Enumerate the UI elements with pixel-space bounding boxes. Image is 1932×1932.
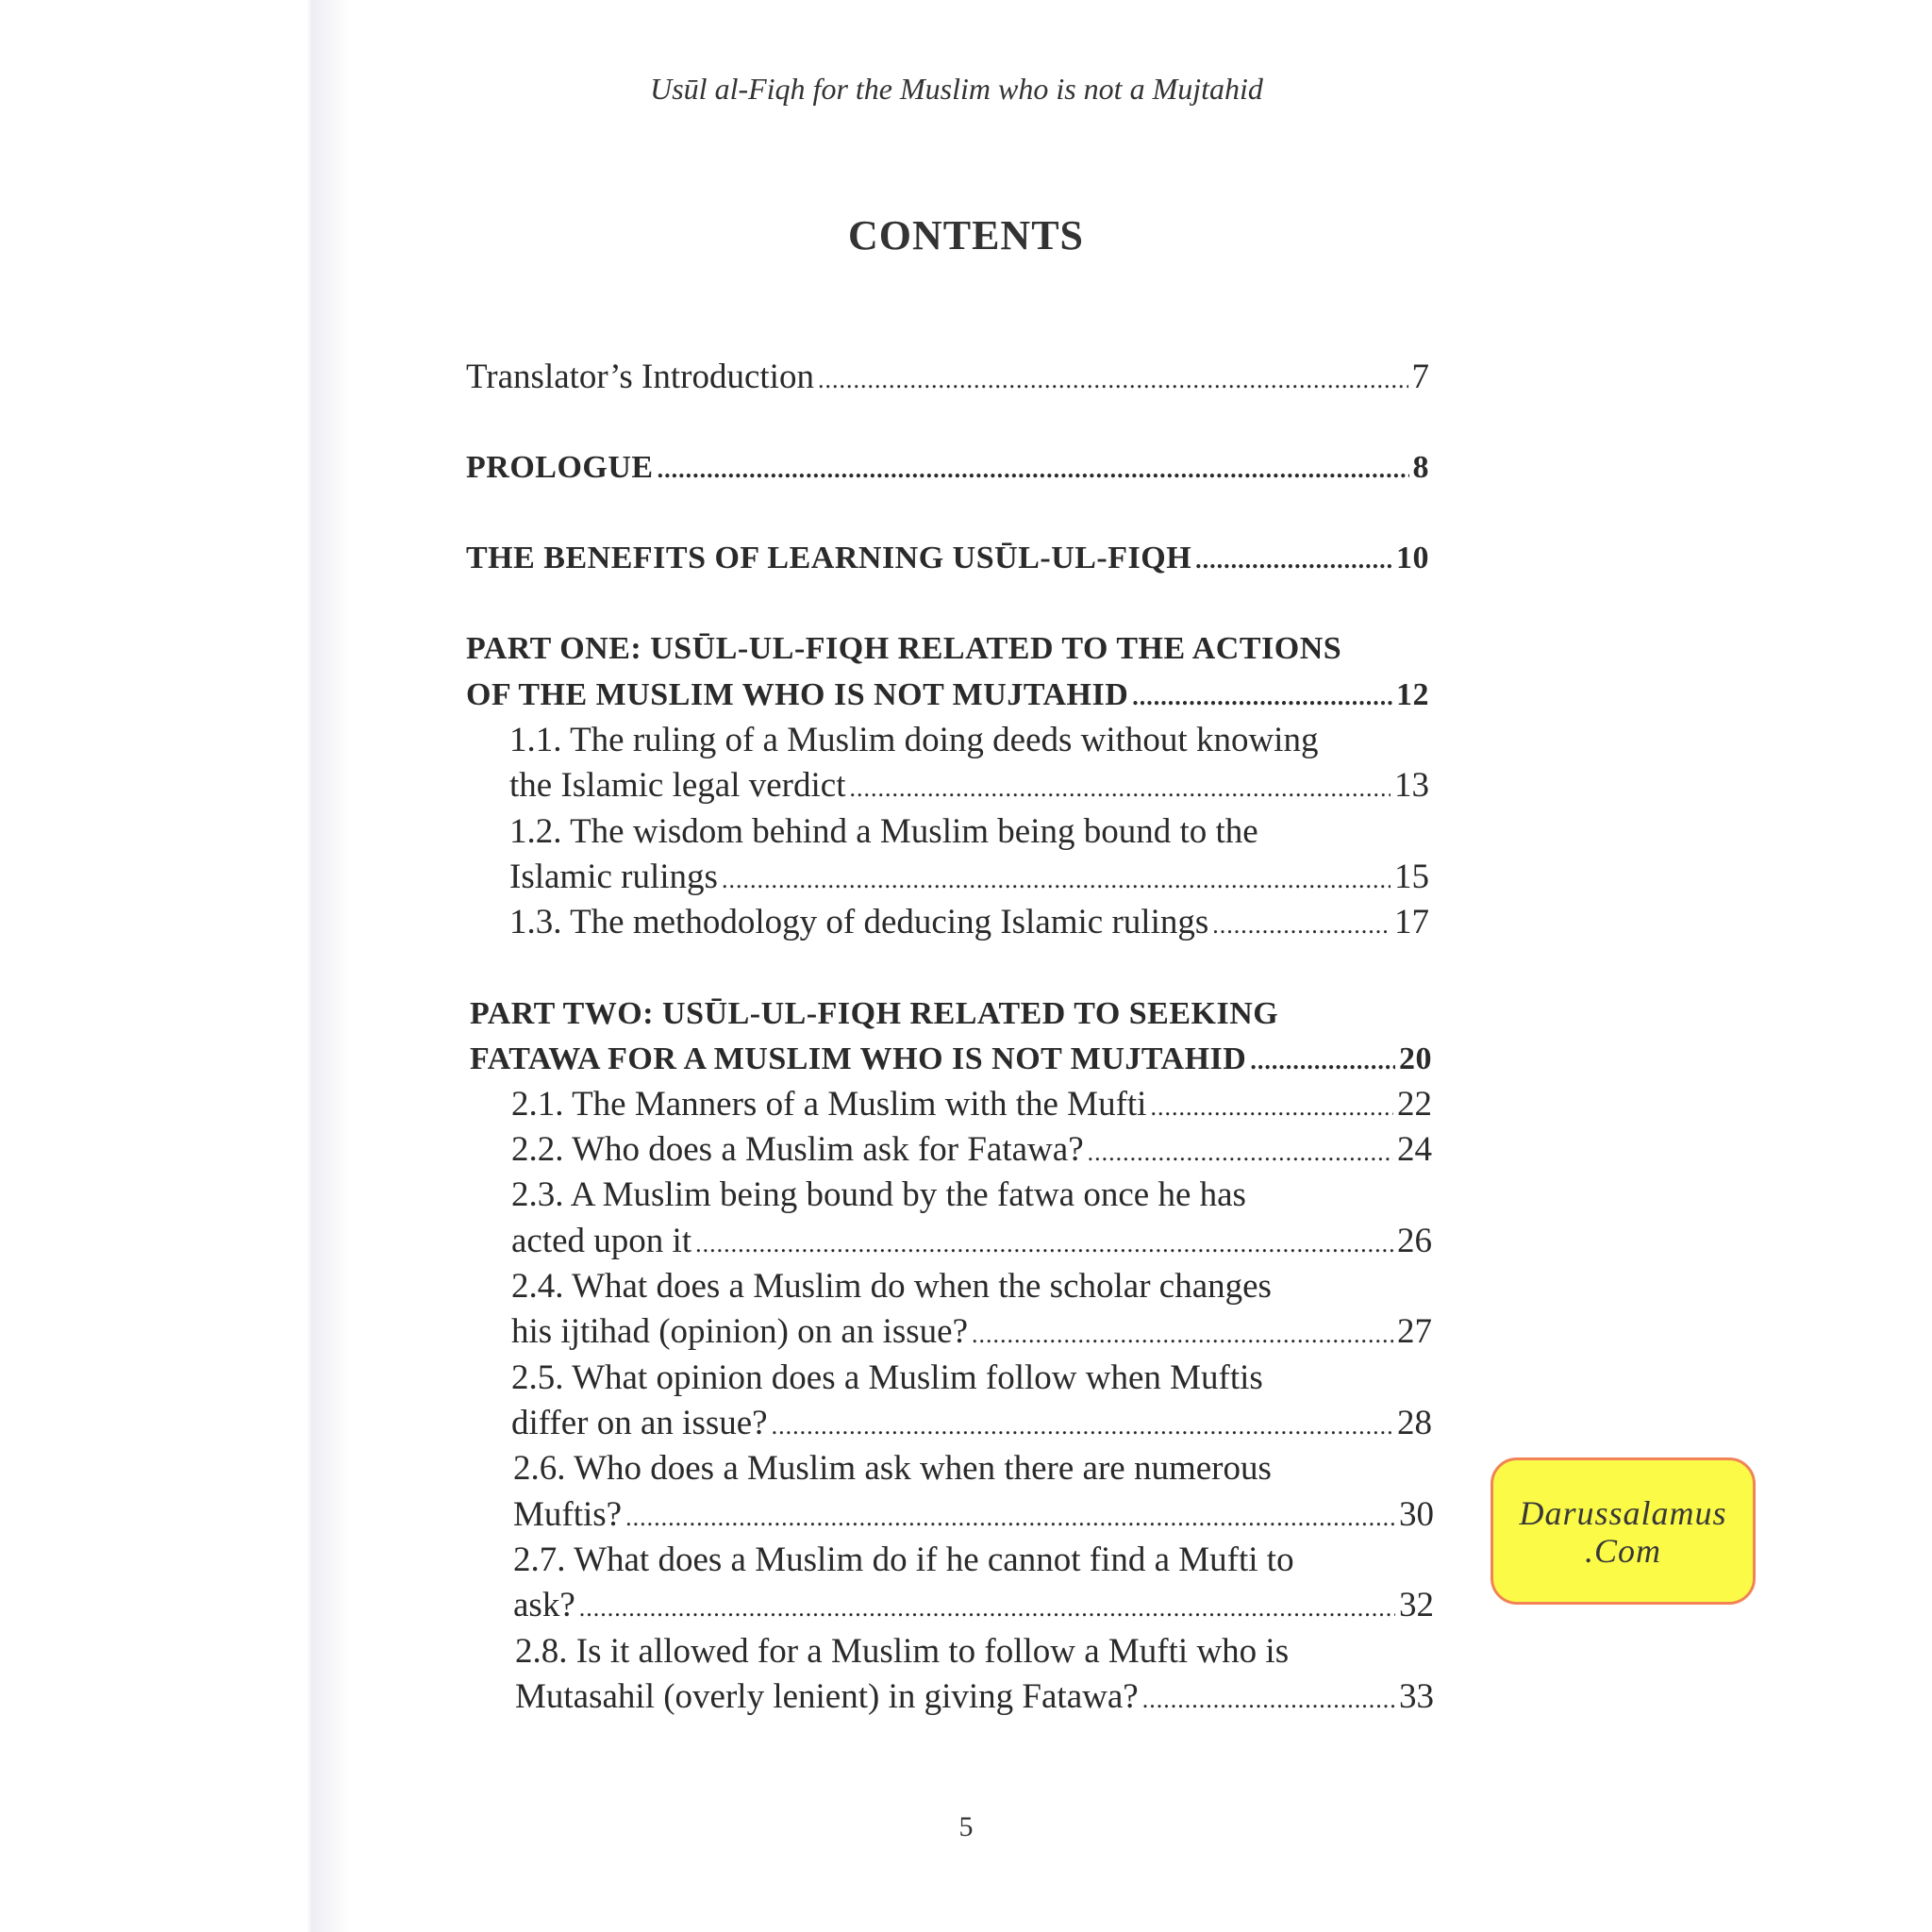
toc-entry-1-1-line1[interactable]: 1.1. The ruling of a Muslim doing deeds without knowing bbox=[509, 721, 1319, 759]
toc-entry-1-3[interactable]: 1.3. The methodology of deducing Islamic rulings ..... 17 bbox=[509, 900, 1429, 948]
dot-leader bbox=[972, 1312, 1393, 1357]
toc-entry-translators-introduction[interactable]: Translator’s Introduction ..... 7 bbox=[466, 355, 1429, 403]
toc-entry-2-4[interactable]: his ijtihad (opinion) on an issue? ..... 27 bbox=[511, 1309, 1432, 1357]
toc-entry-part-one[interactable]: OF THE MUSLIM WHO IS NOT MUJTAHID ..... 12 bbox=[466, 673, 1429, 720]
toc-entry-1-2-line1[interactable]: 1.2. The wisdom behind a Muslim being bound to the bbox=[509, 812, 1258, 851]
toc-entry-2-7[interactable]: ask? ..... 32 bbox=[513, 1583, 1434, 1631]
toc-entry-2-8-line1[interactable]: 2.8. Is it allowed for a Muslim to follow a Mufti who is bbox=[515, 1632, 1290, 1671]
toc-entry-2-3-line1[interactable]: 2.3. A Muslim being bound by the fatwa once he has bbox=[511, 1175, 1246, 1214]
toc-entry-part-two-line1[interactable]: PART TWO: USŪL-UL-FIQH RELATED TO SEEKING bbox=[470, 996, 1279, 1031]
toc-entry-prologue[interactable]: PROLOGUE ..... 8 bbox=[466, 445, 1429, 492]
dot-leader bbox=[1250, 1039, 1395, 1084]
watermark-line2: .Com bbox=[1584, 1532, 1661, 1570]
dot-leader bbox=[850, 766, 1391, 811]
toc-entry-2-6-line1[interactable]: 2.6. Who does a Muslim ask when there are numerous bbox=[513, 1449, 1272, 1488]
watermark-badge bbox=[1491, 1457, 1756, 1605]
toc-entry-2-5-line1[interactable]: 2.5. What opinion does a Muslim follow when Muftis bbox=[511, 1358, 1263, 1397]
toc-entry-2-1[interactable]: 2.1. The Manners of a Muslim with the Mufti ..... 22 bbox=[511, 1082, 1432, 1130]
running-header bbox=[0, 72, 1932, 107]
toc-entry-benefits[interactable]: THE BENEFITS OF LEARNING USŪL-UL-FIQH ..... 10 bbox=[466, 536, 1429, 583]
toc-entry-1-2[interactable]: Islamic rulings ..... 15 bbox=[509, 855, 1429, 903]
dot-leader bbox=[1132, 675, 1392, 720]
toc-entry-part-two[interactable]: FATAWA FOR A MUSLIM WHO IS NOT MUJTAHID ..... 20 bbox=[470, 1037, 1432, 1084]
toc-entry-2-4-line1[interactable]: 2.4. What does a Muslim do when the scholar changes bbox=[511, 1267, 1272, 1306]
dot-leader bbox=[818, 358, 1408, 403]
contents-title: CONTENTS bbox=[847, 212, 1085, 258]
dot-leader bbox=[625, 1495, 1395, 1541]
toc-entry-2-2[interactable]: 2.2. Who does a Muslim ask for Fatawa? ..... 24 bbox=[511, 1127, 1432, 1175]
toc-entry-2-3[interactable]: acted upon it ..... 26 bbox=[511, 1219, 1432, 1267]
watermark-line1: Darussalamus bbox=[1519, 1494, 1727, 1532]
page-spine-shadow bbox=[311, 0, 349, 1932]
dot-leader bbox=[1195, 538, 1392, 583]
running-header-text: Usūl al-Fiqh for the Muslim who is not a Mujtahid bbox=[650, 72, 1263, 106]
toc-entry-2-5[interactable]: differ on an issue? ..... 28 bbox=[511, 1401, 1432, 1449]
toc-entry-2-8[interactable]: Mutasahil (overly lenient) in giving Fatawa? ..... 33 bbox=[515, 1674, 1434, 1723]
dot-leader bbox=[1142, 1677, 1395, 1723]
toc-entry-2-7-line1[interactable]: 2.7. What does a Muslim do if he cannot find a Mufti to bbox=[513, 1541, 1294, 1579]
toc-entry-1-1[interactable]: the Islamic legal verdict ..... 13 bbox=[509, 763, 1429, 811]
dot-leader bbox=[1212, 903, 1391, 948]
dot-leader bbox=[722, 858, 1391, 903]
dot-leader bbox=[1150, 1085, 1393, 1130]
dot-leader bbox=[772, 1404, 1393, 1449]
page-gutter bbox=[0, 0, 311, 1932]
dot-leader bbox=[658, 447, 1409, 492]
toc-entry-part-one-line1[interactable]: PART ONE: USŪL-UL-FIQH RELATED TO THE ACTIONS bbox=[466, 631, 1342, 666]
dot-leader bbox=[579, 1586, 1395, 1631]
page-number: 5 bbox=[958, 1811, 974, 1842]
dot-leader bbox=[695, 1222, 1393, 1267]
dot-leader bbox=[1088, 1130, 1393, 1175]
toc-entry-2-6[interactable]: Muftis? ..... 30 bbox=[513, 1492, 1434, 1541]
